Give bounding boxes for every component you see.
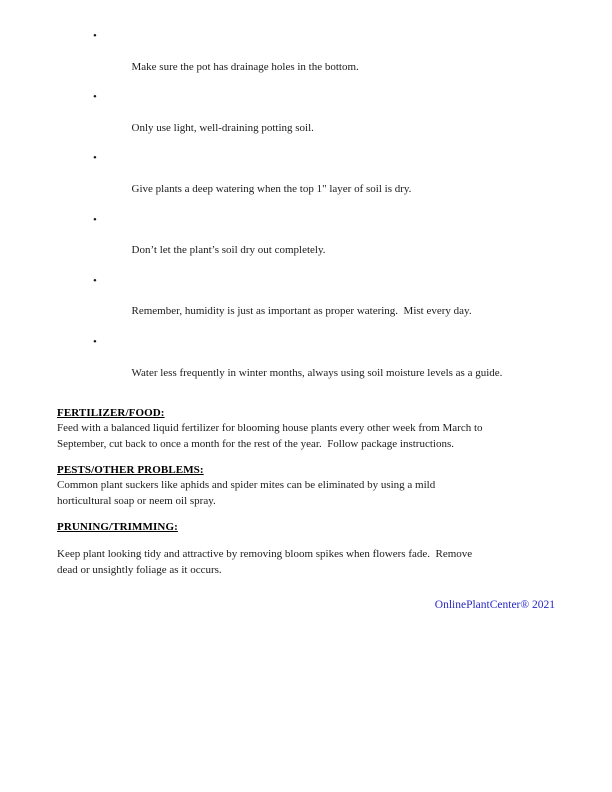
body-text-line: horticultural soap or neem oil spray. bbox=[57, 494, 216, 507]
body-text-line: September, cut back to once a month for the rest of the year. Follow package instructions. bbox=[57, 437, 454, 450]
footer-brand-credit[interactable]: OnlinePlantCenter® 2021 bbox=[434, 598, 555, 611]
list-item bbox=[57, 274, 555, 335]
bullet-text: Only use light, well-draining potting soil. bbox=[131, 121, 314, 134]
section-body bbox=[57, 478, 555, 509]
bullet-icon: • bbox=[93, 91, 97, 104]
list-item bbox=[57, 151, 555, 212]
bullet-icon: • bbox=[93, 335, 97, 348]
list-item bbox=[57, 29, 555, 90]
body-text-line: Keep plant looking tidy and attractive by removing bloom spikes when flowers fade. Remove bbox=[57, 548, 473, 561]
body-text-line: dead or unsightly foliage as it occurs. bbox=[57, 563, 222, 576]
section-fertilizer-food bbox=[57, 406, 555, 452]
section-heading-pests: PESTS/OTHER PROBLEMS: bbox=[57, 464, 204, 477]
list-item bbox=[57, 90, 555, 151]
bullet-text: Give plants a deep watering when the top 1" layer of soil is dry. bbox=[131, 182, 412, 195]
bullet-icon: • bbox=[93, 152, 97, 165]
bullet-icon: • bbox=[93, 30, 97, 42]
bullet-text: Remember, humidity is just as important as proper watering. Mist every day. bbox=[131, 305, 472, 318]
section-heading-pruning: PRUNING/TRIMMING: bbox=[57, 520, 178, 533]
section-heading-fertilizer-food: FERTILIZER/FOOD: bbox=[57, 407, 165, 420]
body-text-line: Common plant suckers like aphids and spider mites can be eliminated by using a mild bbox=[57, 479, 436, 492]
bullet-text: Make sure the pot has drainage holes in the bottom. bbox=[131, 60, 359, 73]
list-item bbox=[57, 213, 555, 274]
bullet-icon: • bbox=[93, 213, 97, 226]
bullet-icon: • bbox=[93, 274, 97, 287]
bullet-text: Don’t let the plant’s soil dry out completely. bbox=[131, 244, 326, 257]
section-pruning-trimming bbox=[57, 520, 555, 578]
body-text-line: Feed with a balanced liquid fertilizer for blooming house plants every other week from March to bbox=[57, 422, 483, 435]
care-tips-bullet-list bbox=[57, 29, 555, 396]
list-item bbox=[57, 335, 555, 396]
bullet-text: Water less frequently in winter months, always using soil moisture levels as a guide. bbox=[131, 366, 503, 379]
section-pests-other-problems bbox=[57, 463, 555, 509]
section-body bbox=[57, 547, 555, 578]
section-body bbox=[57, 421, 555, 452]
